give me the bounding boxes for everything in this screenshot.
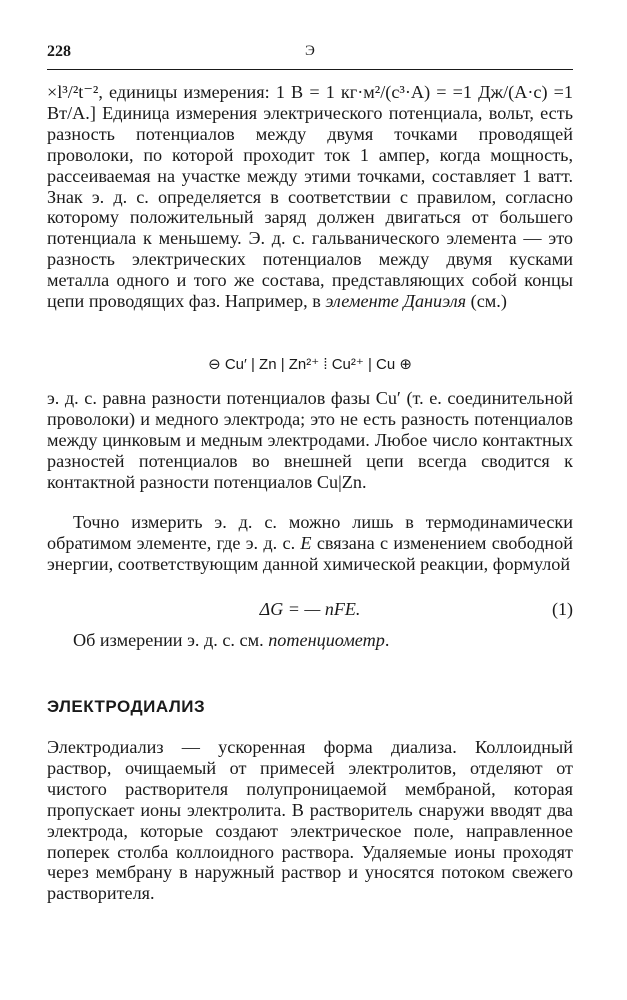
page-number: 228 [47, 43, 71, 60]
text-segment: связана с изменением свободной энергии, соответствующим данной химической реакции, формулой [47, 532, 573, 574]
daniell-cell-formula: ⊖ Cu′ | Zn | Zn²⁺ ⁞ Cu²⁺ | Cu ⊕ [208, 356, 412, 373]
text-segment: ×l³/²t⁻², единицы измерения: 1 В = 1 кг·м²/(с³·А) = =1 Дж/(А·с) =1 Вт/А.] Единица измерения электрического потенциала, вольт, есть разность потенциалов между двумя точками проводящей проволоки, по которой проходит ток 1 ампер, когда мощность, рассеиваемая на участке между этими точками, составляет 1 ватт. Знак э. д. с. определяется в соответствии с правилом, согласно которому положительный заряд должен двигаться от большего потенциала к меньшему. Э. д. с. гальванического элемента — это разность электрических потенциалов между двумя кусками металла одного и того же состава, представляющих собой концы цепи проводящих фаз. Например, в [47, 82, 573, 312]
paragraph-potential-difference [47, 388, 573, 493]
equation-number: (1) [552, 599, 573, 619]
symbol-e: E [300, 532, 312, 553]
term-potentiometer: потенциометр [268, 630, 385, 650]
paragraph-electrodialysis [47, 737, 573, 904]
text-segment: Об измерении э. д. с. см. [73, 630, 269, 650]
gibbs-equation: ΔG = — nFE. [259, 599, 361, 619]
text-segment: э. д. с. равна разности потенциалов фазы Cu′ (т. е. соединительной проволоки) и медного электрода; это не есть разность потенциалов между цинковым и медным электродами. Любое число контактных разностей потенциалов во внешней цепи всегда сводится к контактной разности потенциалов Cu|Zn. [47, 388, 573, 492]
text-segment: Электродиализ — ускоренная форма диализа. Коллоидный раствор, очищаемый от примесей электролитов, отделяют от чистого растворителя полупроницаемой мембраной, которая пропускает ионы электролита. В растворитель снаружи вводят два электрода, которые создают электрическое поле, направленное поперек столба коллоидного раствора. Удаляемые ионы проходят через мембрану в наружный раствор и уносятся потоком свежего растворителя. [47, 737, 573, 904]
paragraph-emf-definition [47, 82, 573, 312]
running-head: Э [305, 43, 315, 59]
text-segment: Точно измерить э. д. с. можно лишь в термодинамически обратимом элементе, где э. д. с. [47, 512, 573, 553]
paragraph-measurement-ref [47, 630, 573, 651]
text-segment: (см.) [466, 291, 507, 312]
paragraph-reversible-cell [47, 512, 573, 575]
text-segment: . [384, 630, 390, 650]
page-header [47, 43, 573, 70]
term-daniell-cell: элементе Даниэля [325, 291, 467, 312]
section-heading-electrodialysis: ЭЛЕКТРОДИАЛИЗ [47, 697, 206, 716]
